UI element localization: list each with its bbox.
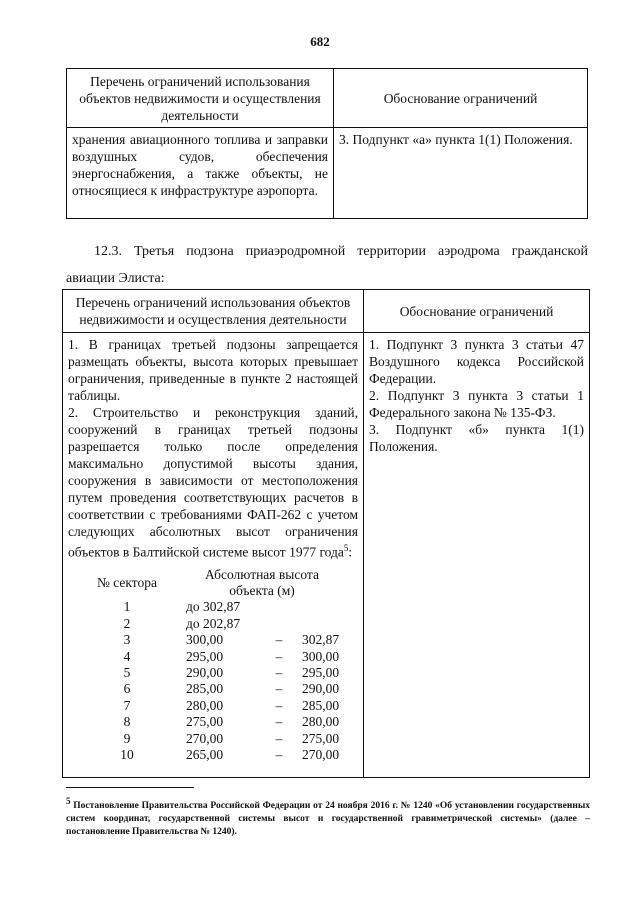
height-from: 275,00 <box>186 714 224 730</box>
sector-row <box>68 731 358 747</box>
restriction-item-1: 1. В границах третьей подзоны запрещается размещать объекты, высота которых превышает ограничения, приведенные в пункте 2 настоящей таблицы. <box>68 337 358 403</box>
height-to <box>302 599 358 615</box>
subzone-paragraph: 12.3. Третья подзона приаэродромной территории аэродрома гражданской авиации Элиста: <box>66 244 588 286</box>
height-dash: – <box>275 681 283 697</box>
sector-row <box>68 714 358 730</box>
height-to: 295,00 <box>302 664 340 680</box>
table2-restrictions-cell <box>63 333 364 778</box>
sector-row <box>68 698 358 714</box>
sector-row <box>68 665 358 681</box>
height-from: 285,00 <box>186 681 224 697</box>
sector-row <box>68 649 358 665</box>
justification-item-1: 1. Подпункт 3 пункта 3 статьи 47 Воздушного кодекса Российской Федерации. <box>369 337 584 386</box>
sector-row <box>68 747 358 763</box>
height-from: 270,00 <box>186 730 224 746</box>
restrictions-table-continued <box>66 68 588 219</box>
justification-item-3: 3. Подпункт «б» пункта 1(1) Положения. <box>369 422 584 454</box>
height-to <box>302 616 358 632</box>
sector-number: 5 <box>123 664 131 680</box>
height-from: 280,00 <box>186 697 224 713</box>
sector-row <box>68 599 358 615</box>
height-dash: – <box>275 664 283 680</box>
height-to: 280,00 <box>302 714 340 730</box>
sector-number: 2 <box>123 615 131 631</box>
height-dash <box>256 599 302 615</box>
height-to: 285,00 <box>302 697 340 713</box>
restriction-item-2: 2. Строительство и реконструкция зданий, сооружений в границах третьей подзоны разрешается только после определения максимально допустимой высоты здания, сооружения в зависимости от местоположения путем проведения соответствующих расчетов в соответствии с требованиями ФАП-262 с учетом следующих абсолютных высот ограничения объектов в Балтийской системе высот 1977 года$^5$: <box>68 405 358 560</box>
footnote-ref: 5 <box>343 543 349 553</box>
height-dash: – <box>275 648 283 664</box>
sector-number: 6 <box>123 681 131 697</box>
height-to: 275,00 <box>302 730 340 746</box>
height-from: 290,00 <box>186 664 224 680</box>
sector-number: 1 <box>123 599 131 615</box>
sector-number: 4 <box>123 648 131 664</box>
height-dash: – <box>275 632 283 648</box>
height-to: 302,87 <box>302 632 340 648</box>
table1-row-left: хранения авиационного топлива и заправки воздушных судов, обеспечения энергоснабжения, а также объекты, не относящиеся к инфраструктуре аэропорта. <box>67 128 334 219</box>
sector-number: 3 <box>123 632 131 648</box>
sector-row <box>68 681 358 697</box>
height-dash: – <box>275 746 283 762</box>
table1-header-right: Обоснование ограничений <box>334 69 588 128</box>
height-dash: – <box>275 714 283 730</box>
height-dash: – <box>275 697 283 713</box>
height-from: 300,00 <box>186 632 224 648</box>
height-to: 290,00 <box>302 681 340 697</box>
restrictions-table-subzone3 <box>62 289 590 778</box>
height-to: 300,00 <box>302 648 340 664</box>
height-from: до 302,87 <box>186 599 241 615</box>
height-from: 265,00 <box>186 746 224 762</box>
height-dash: – <box>275 730 283 746</box>
sector-number: 10 <box>120 746 134 762</box>
table1-header-left: Перечень ограничений использования объектов недвижимости и осуществления деятельности <box>67 69 334 128</box>
footnote: $^5$ Постановление Правительства Российской Федерации от 24 ноября 2016 г. № 1240 «Об установлении государственных систем координат, государственной системы высот и государственной гравиметрической системы» (далее – постановление Правительства № 1240). <box>66 796 590 838</box>
sector-heights-table <box>68 567 358 764</box>
table2-header-left: Перечень ограничений использования объектов недвижимости и осуществления деятельности <box>63 290 364 333</box>
sector-rows <box>68 599 358 763</box>
justification-item-2: 2. Подпункт 3 пункта 3 статьи 1 Федерального закона № 135-ФЗ. <box>369 388 584 420</box>
table1-row-right: 3. Подпункт «а» пункта 1(1) Положения. <box>334 128 588 219</box>
sector-number: 9 <box>123 730 131 746</box>
sector-number-header: № сектора <box>97 574 157 590</box>
table2-header-right: Обоснование ограничений <box>364 290 590 333</box>
table2-justification-cell <box>364 333 590 778</box>
height-from: до 202,87 <box>186 615 241 631</box>
height-dash <box>256 616 302 632</box>
sector-row <box>68 616 358 632</box>
footnote-separator <box>66 787 194 788</box>
height-header: Абсолютная высота объекта (м) <box>205 566 319 598</box>
page-number: 682 <box>310 34 330 49</box>
sector-row <box>68 632 358 648</box>
height-from: 295,00 <box>186 648 224 664</box>
sector-number: 8 <box>123 714 131 730</box>
sector-number: 7 <box>123 697 131 713</box>
height-to: 270,00 <box>302 746 340 762</box>
